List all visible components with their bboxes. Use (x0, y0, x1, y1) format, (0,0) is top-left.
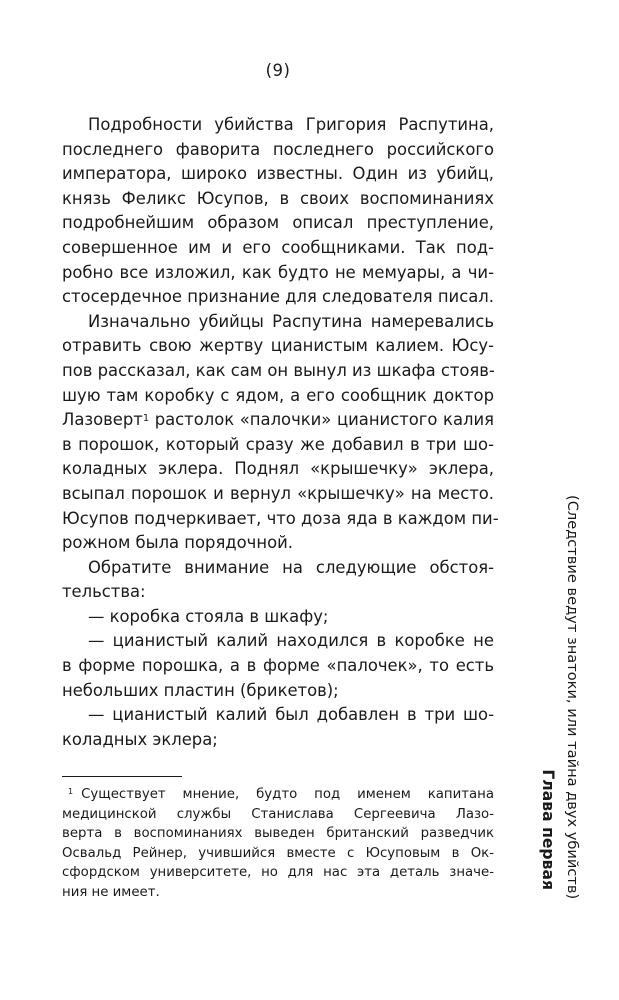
footnote-line (62, 785, 494, 805)
footnote-reference[interactable]: 1 (142, 412, 150, 424)
body-line: Обратите внимание на следующие обстоя- (88, 557, 494, 577)
body-text (62, 113, 499, 752)
footnote-line-text: Существует мнение, будто под именем капитана (81, 787, 494, 802)
body-line: Изначально убийцы Распутина намеревались (88, 311, 494, 331)
body-line-text: растолок «палочки» цианистого калия (149, 410, 494, 430)
body-line: последнего фаворита последнего российского (62, 139, 494, 159)
body-line: — цианистый калий был добавлен в три шо- (88, 705, 494, 725)
body-line: робно все изложил, как будто не мемуары, а чи- (62, 262, 494, 282)
body-line: коладных эклера; (62, 729, 218, 749)
footnote-marker: 1 (68, 787, 74, 797)
footnote-divider (62, 776, 182, 777)
running-header (510, 495, 583, 900)
body-line: стосердечное признание для следователя писал. (62, 287, 494, 307)
body-line: Юсупов подчеркивает, что доза яда в каждом пи- (62, 508, 499, 528)
chapter-subtitle: (Следствие ведут знатоки, или тайна двух убийств) (564, 495, 581, 900)
footnote-line: сфордском университете, но для нас эта деталь значе- (62, 865, 494, 881)
body-line: небольших пластин (брикетов); (62, 680, 339, 700)
body-line: коладных эклера. Поднял «крышечку» эклера, (62, 459, 494, 479)
footnote (62, 785, 494, 903)
footnote-line: медицинской службы Станислава Сергеевича Лазо- (62, 806, 494, 822)
body-line: шую там коробку с ядом, а его сообщник доктор (62, 385, 494, 405)
body-line: императора, широко известны. Один из убийц, (62, 164, 494, 184)
body-line: Подробности убийства Григория Распутина, (88, 115, 494, 134)
body-line: всыпал порошок и вернул «крышечку» на место. (62, 483, 494, 503)
body-line: в порошок, который сразу же добавил в три шо- (62, 434, 494, 454)
body-line: в форме порошка, а в форме «палочек», то есть (62, 656, 494, 676)
body-line: отравить свою жертву цианистым калием. Юсу- (62, 336, 494, 356)
body-line (62, 408, 494, 433)
body-line: совершенное им и его сообщниками. Так под- (62, 237, 494, 257)
body-line: тельства: (62, 582, 146, 602)
chapter-title: Глава первая (539, 769, 557, 890)
footnote-line: ния не имеет. (62, 884, 160, 900)
body-line: князь Феликс Юсупов, в своих воспоминаниях (62, 188, 494, 208)
page-number: (9) (265, 61, 291, 80)
body-line: — коробка стояла в шкафу; (88, 606, 329, 626)
body-line: рожном была порядочной. (62, 533, 293, 553)
body-line: подробнейшим образом описал преступление, (62, 213, 494, 233)
footnote-line: Освальд Рейнер, учившийся вместе с Юсуповым в Ок- (62, 845, 494, 861)
body-line: пов рассказал, как сам он вынул из шкафа стояв- (62, 360, 495, 380)
body-line: — цианистый калий находился в коробке не (88, 631, 494, 651)
body-line-text: Лазоверт (62, 410, 143, 430)
footnote-line: верта в воспоминаниях выведен британский разведчик (62, 826, 494, 842)
